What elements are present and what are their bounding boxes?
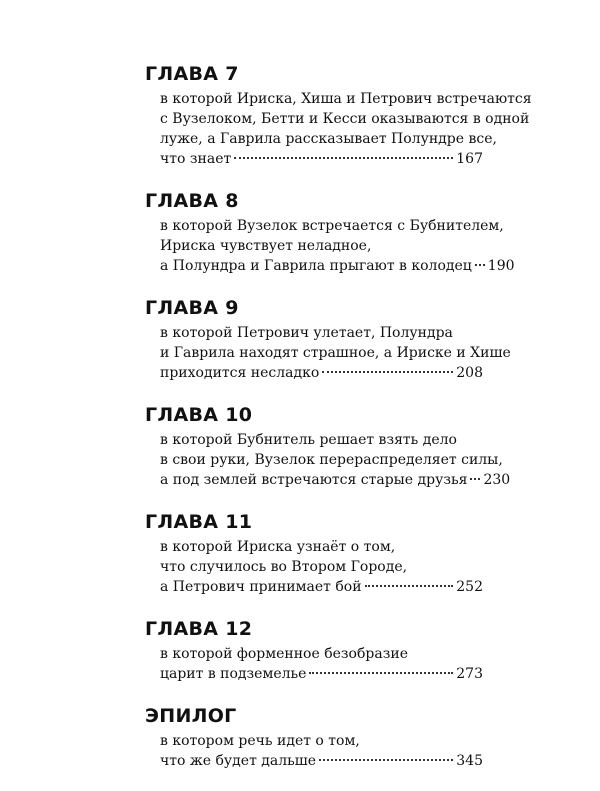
page-number: 167 [456,151,483,167]
page-number: 273 [456,666,483,682]
description-last-line [160,256,515,276]
description-line: приходится несладко [160,365,320,381]
chapter-title: ГЛАВА 12 [145,618,253,640]
chapter-title: ЭПИЛОГ [145,705,237,727]
description-line: царит в подземелье [160,666,307,682]
page-number: 345 [456,753,483,769]
chapter-title: ГЛАВА 8 [145,190,239,212]
description-line: а Петрович принимает бой [160,579,362,595]
dot-leader [475,264,485,266]
description-line: в которой Ириска узнаёт о том, [160,539,396,555]
description-line: в котором речь идет о том, [160,733,360,749]
description-line: в которой Бубнитель решает взять дело [160,432,457,448]
description-line: в которой Ириска, Хиша и Петрович встречаются [160,91,532,107]
description-line: а Полундра и Гаврила прыгают в колодец [160,258,472,274]
description-line: в которой Петрович улетает, Полундра [160,325,453,341]
description-line: а под землей встречаются старые друзья [160,472,468,488]
dot-leader [309,672,453,674]
chapter-title: ГЛАВА 10 [145,404,253,426]
page-number: 230 [483,472,511,488]
toc-entry-chapter-9 [145,296,511,383]
chapter-description [160,731,483,771]
page-number: 208 [456,365,483,381]
dot-leader [365,585,454,587]
toc-entry-chapter-10 [145,403,511,490]
toc-entry-chapter-11 [145,510,483,597]
description-line: с Вузелоком, Бетти и Кесси оказываются в одной [160,111,530,127]
chapter-description [160,89,532,169]
description-line: луже, а Гаврила рассказывает Полундре все, [160,131,497,147]
chapter-description [160,644,483,684]
description-last-line [160,577,483,597]
page-number: 190 [487,258,515,274]
dot-leader [322,371,453,373]
toc-entry-chapter-12 [145,617,483,684]
chapter-description [160,323,511,383]
toc-entry-chapter-8 [145,189,515,276]
chapter-title: ГЛАВА 9 [145,297,239,319]
toc-entry-epilogue [145,704,483,771]
page-number: 252 [456,579,483,595]
chapter-description [160,430,511,490]
description-last-line [160,664,483,684]
description-last-line [160,751,483,771]
chapter-title: ГЛАВА 7 [145,63,239,85]
description-last-line [160,149,483,169]
description-last-line [160,363,483,383]
dot-leader [470,478,480,480]
chapter-description [160,537,483,597]
chapter-title: ГЛАВА 11 [145,511,253,533]
description-line: в которой Вузелок встречается с Бубнителем, [160,218,504,234]
dot-leader [234,157,453,159]
description-line: что знает [160,151,232,167]
chapter-description [160,216,515,276]
description-line: в которой форменное безобразие [160,646,408,662]
dot-leader [319,759,453,761]
description-line: что случилось во Втором Городе, [160,559,408,575]
description-last-line [160,470,511,490]
description-line: что же будет дальше [160,753,317,769]
description-line: и Гаврила находят страшное, а Ириске и Хише [160,345,511,361]
table-of-contents [145,62,532,791]
description-line: Ириска чувствует неладное, [160,238,372,254]
toc-entry-chapter-7 [145,62,532,169]
description-line: в свои руки, Вузелок перераспределяет силы, [160,452,503,468]
